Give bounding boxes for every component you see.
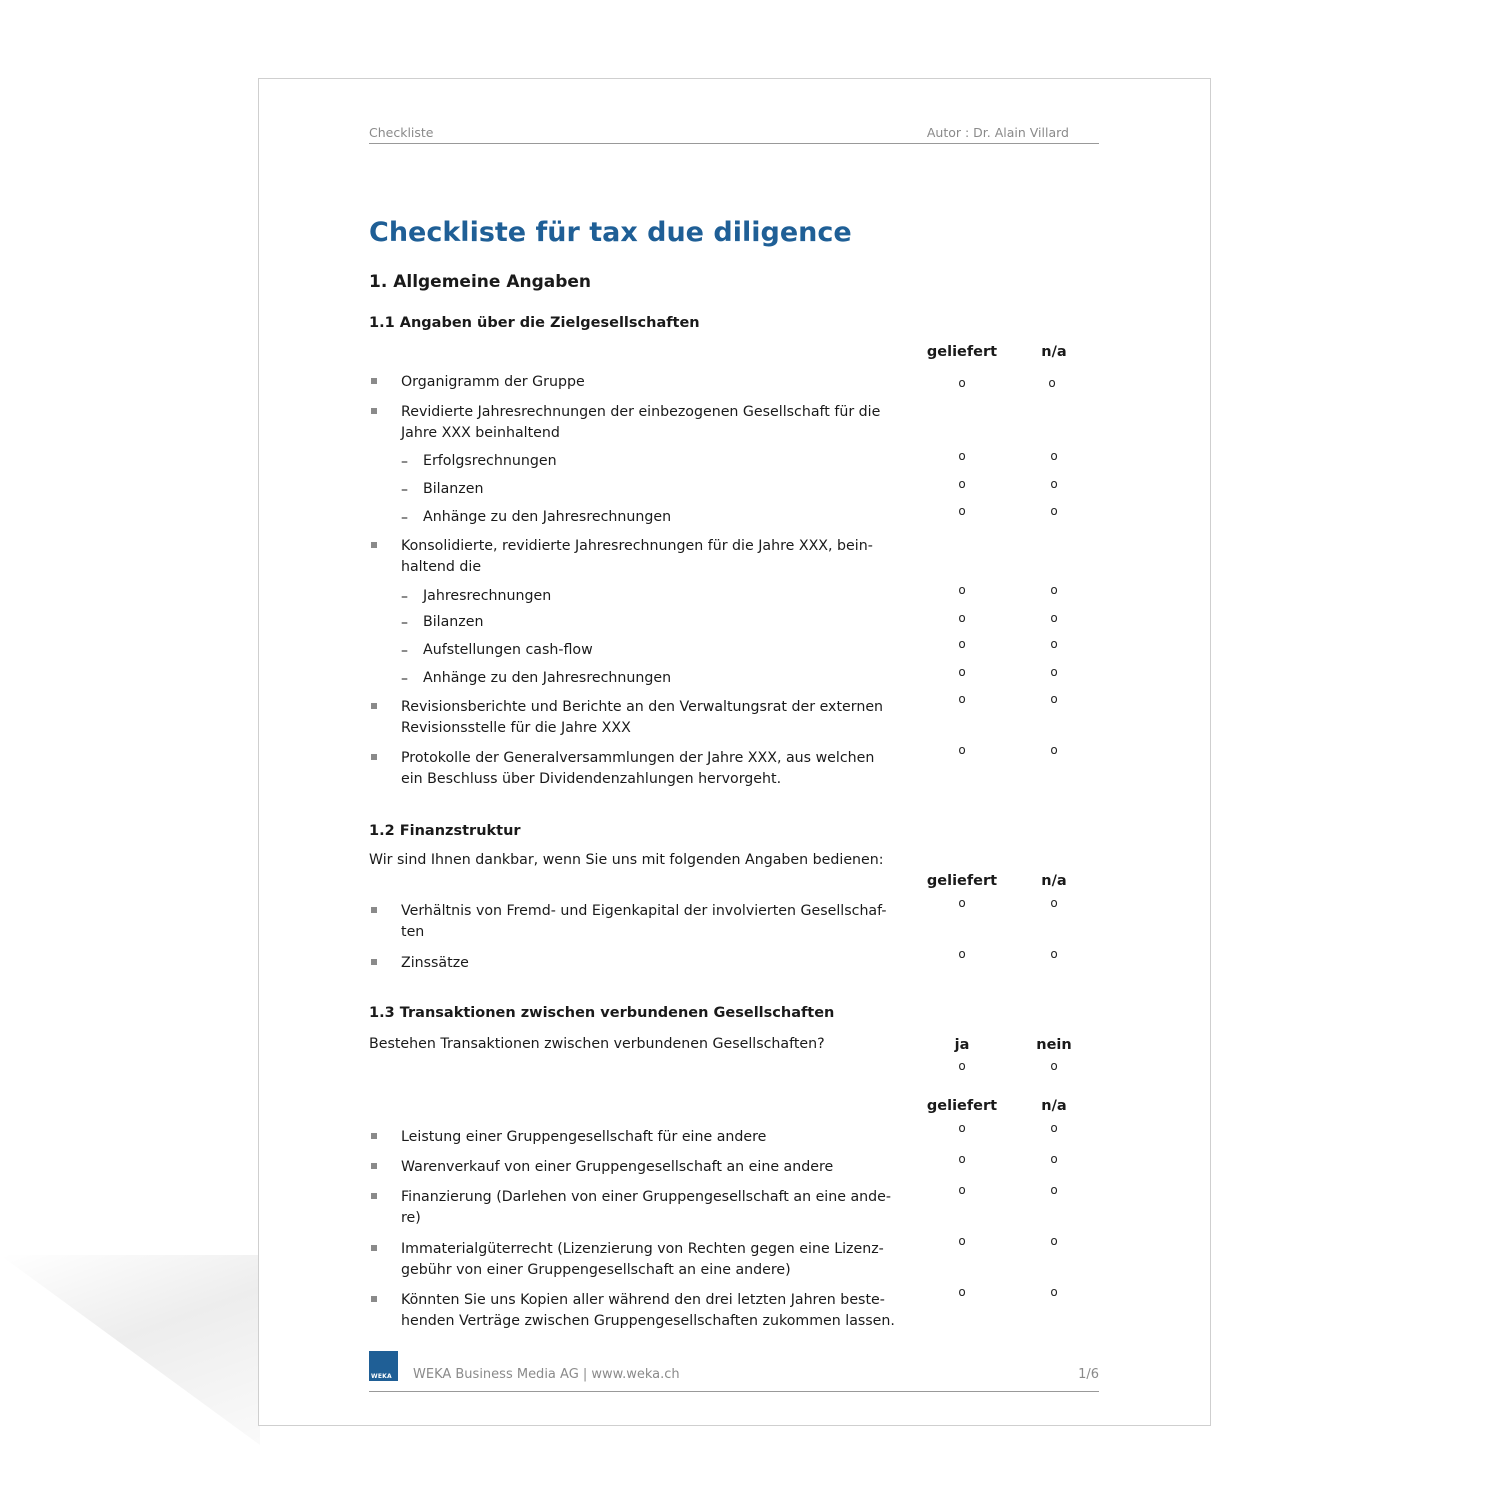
list-subitem: Anhänge zu den Jahresrechnungen bbox=[423, 670, 672, 686]
dash: – bbox=[401, 643, 408, 659]
bullet bbox=[371, 378, 377, 384]
list-item-cont: Jahre XXX beinhaltend bbox=[401, 425, 560, 441]
intro-text: Wir sind Ihnen dankbar, wenn Sie uns mit folgenden Angaben bedienen: bbox=[369, 852, 884, 868]
list-item: Konsolidierte, revidierte Jahresrechnungen für die Jahre XXX, bein- bbox=[401, 538, 873, 554]
checkbox-geliefert[interactable]: o bbox=[958, 583, 966, 597]
checkbox-na[interactable]: o bbox=[1050, 692, 1058, 706]
checkbox-na[interactable]: o bbox=[1050, 1234, 1058, 1248]
list-item-cont: haltend die bbox=[401, 559, 482, 575]
subsection-heading: 1.3 Transaktionen zwischen verbundenen Gesellschaften bbox=[369, 1005, 835, 1021]
page-shadow bbox=[0, 1255, 260, 1445]
page-header bbox=[369, 123, 1099, 144]
dash: – bbox=[401, 510, 408, 526]
list-subitem: Erfolgsrechnungen bbox=[423, 453, 557, 469]
logo-text: WEKA bbox=[371, 1373, 392, 1380]
checkbox-na[interactable]: o bbox=[1050, 1285, 1058, 1299]
dash: – bbox=[401, 589, 408, 605]
bullet bbox=[371, 1296, 377, 1302]
bullet bbox=[371, 1133, 377, 1139]
checkbox-na[interactable]: o bbox=[1050, 947, 1058, 961]
list-subitem: Bilanzen bbox=[423, 481, 484, 497]
checkbox-na[interactable]: o bbox=[1050, 1183, 1058, 1197]
checkbox-geliefert[interactable]: o bbox=[958, 692, 966, 706]
column-header-geliefert: geliefert bbox=[926, 873, 998, 889]
bullet bbox=[371, 1193, 377, 1199]
list-item-cont: re) bbox=[401, 1210, 421, 1226]
checkbox-nein[interactable]: o bbox=[1050, 1059, 1058, 1073]
column-header-na: n/a bbox=[1041, 1098, 1067, 1114]
list-item: Leistung einer Gruppengesellschaft für eine andere bbox=[401, 1129, 767, 1145]
list-subitem: Aufstellungen cash-flow bbox=[423, 642, 593, 658]
checkbox-geliefert[interactable]: o bbox=[958, 1183, 966, 1197]
list-item: Könnten Sie uns Kopien aller während den drei letzten Jahren beste- bbox=[401, 1292, 885, 1308]
bullet bbox=[371, 1163, 377, 1169]
checkbox-geliefert[interactable]: o bbox=[958, 896, 966, 910]
checkbox-geliefert[interactable]: o bbox=[958, 504, 966, 518]
bullet bbox=[371, 408, 377, 414]
bullet bbox=[371, 754, 377, 760]
list-item: Immaterialgüterrecht (Lizenzierung von Rechten gegen eine Lizenz- bbox=[401, 1241, 884, 1257]
checkbox-na[interactable]: o bbox=[1050, 1121, 1058, 1135]
dash: – bbox=[401, 482, 408, 498]
list-subitem: Jahresrechnungen bbox=[423, 588, 552, 604]
list-item-cont: henden Verträge zwischen Gruppengesellschaften zukommen lassen. bbox=[401, 1313, 895, 1329]
checkbox-geliefert[interactable]: o bbox=[958, 611, 966, 625]
checkbox-geliefert[interactable]: o bbox=[958, 1121, 966, 1135]
checkbox-geliefert[interactable]: o bbox=[958, 947, 966, 961]
checkbox-geliefert[interactable]: o bbox=[958, 477, 966, 491]
bullet bbox=[371, 703, 377, 709]
checkbox-na[interactable]: o bbox=[1050, 896, 1058, 910]
page-footer bbox=[369, 1351, 1099, 1392]
list-item-cont: ten bbox=[401, 924, 425, 940]
list-item: Zinssätze bbox=[401, 955, 469, 971]
checkbox-geliefert[interactable]: o bbox=[958, 743, 966, 757]
list-item: Warenverkauf von einer Gruppengesellschaft an eine andere bbox=[401, 1159, 834, 1175]
bullet bbox=[371, 1245, 377, 1251]
checkbox-na[interactable]: o bbox=[1050, 743, 1058, 757]
column-header-geliefert: geliefert bbox=[926, 1098, 998, 1114]
weka-logo bbox=[369, 1351, 398, 1381]
checkbox-na[interactable]: o bbox=[1050, 637, 1058, 651]
bullet bbox=[371, 907, 377, 913]
checkbox-geliefert[interactable]: o bbox=[958, 637, 966, 651]
column-header-nein: nein bbox=[1036, 1037, 1072, 1053]
checkbox-geliefert[interactable]: o bbox=[958, 449, 966, 463]
checkbox-geliefert[interactable]: o bbox=[958, 376, 966, 390]
dash: – bbox=[401, 615, 408, 631]
subsection-heading: 1.2 Finanzstruktur bbox=[369, 823, 521, 839]
column-header-na: n/a bbox=[1041, 344, 1067, 360]
list-item: Verhältnis von Fremd- und Eigenkapital der involvierten Gesellschaf- bbox=[401, 903, 887, 919]
dash: – bbox=[401, 454, 408, 470]
question-text: Bestehen Transaktionen zwischen verbundenen Gesellschaften? bbox=[369, 1036, 825, 1052]
checkbox-na[interactable]: o bbox=[1050, 1152, 1058, 1166]
dash: – bbox=[401, 671, 408, 687]
checkbox-na[interactable]: o bbox=[1050, 449, 1058, 463]
checkbox-na[interactable]: o bbox=[1050, 583, 1058, 597]
checkbox-geliefert[interactable]: o bbox=[958, 665, 966, 679]
column-header-na: n/a bbox=[1041, 873, 1067, 889]
list-item-cont: ein Beschluss über Dividendenzahlungen hervorgeht. bbox=[401, 771, 782, 787]
checkbox-geliefert[interactable]: o bbox=[958, 1234, 966, 1248]
list-item: Revidierte Jahresrechnungen der einbezogenen Gesellschaft für die bbox=[401, 404, 881, 420]
subsection-heading: 1.1 Angaben über die Zielgesellschaften bbox=[369, 315, 700, 331]
list-item-cont: Revisionsstelle für die Jahre XXX bbox=[401, 720, 631, 736]
bullet bbox=[371, 959, 377, 965]
page-number: 1/6 bbox=[1078, 1367, 1099, 1382]
list-item: Organigramm der Gruppe bbox=[401, 374, 585, 390]
column-header-geliefert: geliefert bbox=[926, 344, 998, 360]
list-subitem: Anhänge zu den Jahresrechnungen bbox=[423, 509, 672, 525]
checkbox-geliefert[interactable]: o bbox=[958, 1152, 966, 1166]
checkbox-na[interactable]: o bbox=[1048, 376, 1056, 390]
checkbox-na[interactable]: o bbox=[1050, 611, 1058, 625]
document-title: Checkliste für tax due diligence bbox=[369, 217, 852, 248]
list-item: Revisionsberichte und Berichte an den Verwaltungsrat der externen bbox=[401, 699, 884, 715]
header-left: Checkliste bbox=[369, 125, 434, 140]
checkbox-geliefert[interactable]: o bbox=[958, 1285, 966, 1299]
list-item-cont: gebühr von einer Gruppengesellschaft an eine andere) bbox=[401, 1262, 791, 1278]
column-header-ja: ja bbox=[954, 1037, 970, 1053]
document-page bbox=[258, 78, 1211, 1426]
checkbox-na[interactable]: o bbox=[1050, 477, 1058, 491]
checkbox-na[interactable]: o bbox=[1050, 665, 1058, 679]
section-heading: 1. Allgemeine Angaben bbox=[369, 272, 592, 292]
list-item: Finanzierung (Darlehen von einer Gruppengesellschaft an eine ande- bbox=[401, 1189, 892, 1205]
list-subitem: Bilanzen bbox=[423, 614, 484, 630]
checkbox-na[interactable]: o bbox=[1050, 504, 1058, 518]
footer-publisher: WEKA Business Media AG | www.weka.ch bbox=[413, 1367, 680, 1382]
bullet bbox=[371, 542, 377, 548]
list-item: Protokolle der Generalversammlungen der Jahre XXX, aus welchen bbox=[401, 750, 875, 766]
header-author: Autor : Dr. Alain Villard bbox=[926, 125, 1069, 140]
checkbox-ja[interactable]: o bbox=[958, 1059, 966, 1073]
